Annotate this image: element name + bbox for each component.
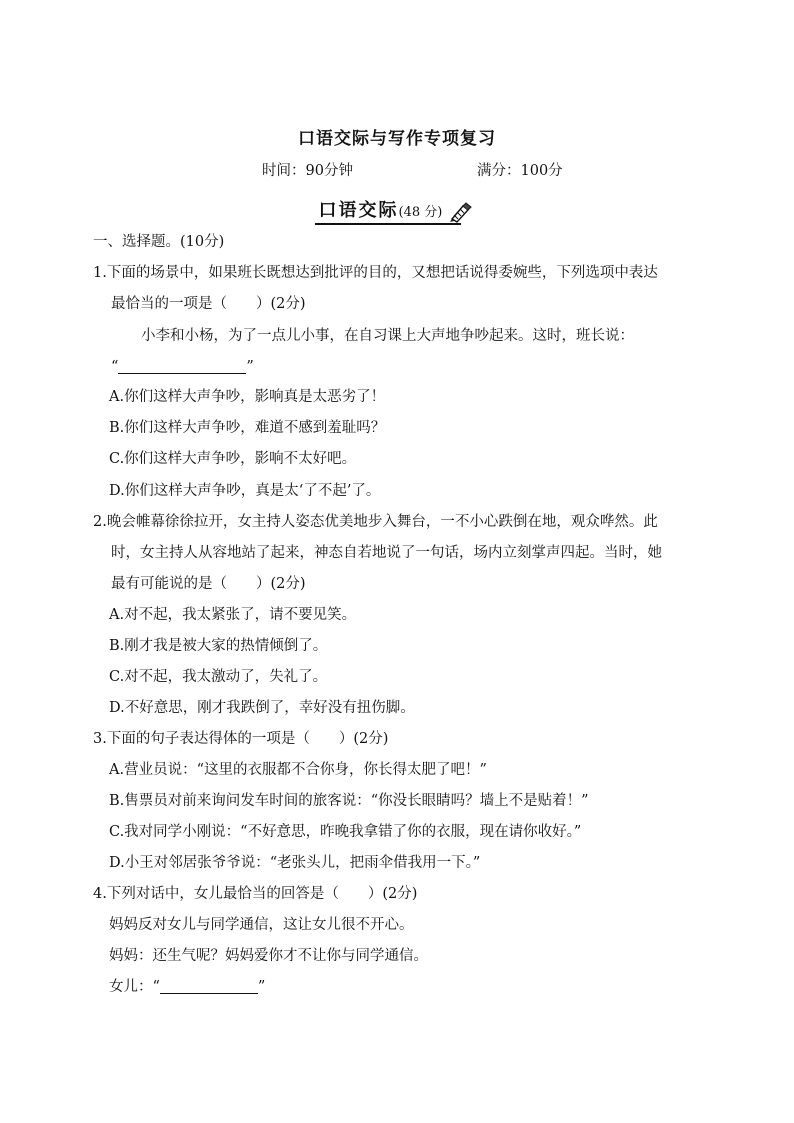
part-one-heading: 一、选择题。(10分) [93,234,225,250]
q2-option-c: C.对不起，我太激动了，失礼了。 [109,669,328,685]
q2-option-a: A.对不起，我太紧张了，请不要见笑。 [109,607,357,623]
exam-time: 时间：90分钟 [262,163,353,179]
q3-option-b: B.售票员对前来询问发车时间的旅客说：“你没长眼睛吗？墙上不是贴着！” [109,793,589,809]
q4-answer-blank-line [109,977,265,997]
q4-context-line-2: 妈妈：还生气呢？妈妈爱你才不让你与同学通信。 [109,948,428,964]
q1-context: 小李和小杨，为了一点儿小事，在自习课上大声地争吵起来。这时，班长说： [141,328,634,344]
q4-daughter-prefix: 女儿：“ [109,979,160,995]
q2-option-b: B.刚才我是被大家的热情倾倒了。 [109,638,328,654]
q3-option-c: C.我对同学小刚说：“不好意思，昨晚我拿错了你的衣服，现在请你收好。” [109,824,582,840]
pencil-decoration-icon [449,201,475,223]
section-label: 口语交际 [318,200,399,221]
q1-close-quote: ” [246,359,254,375]
q1-answer-blank-line [111,357,254,377]
q3-stem: 3.下面的句子表达得体的一项是（ ）(2分) [93,731,389,747]
q2-stem-line-1: 2.晚会帷幕徐徐拉开，女主持人姿态优美地步入舞台，一不小心跌倒在地，观众哗然。此 [93,514,658,530]
q1-option-d: D.你们这样大声争吵，真是太‘了不起’了。 [109,483,381,499]
q3-option-d: D.小王对邻居张爷爷说：“老张头儿，把雨伞借我用一下。” [109,855,481,871]
q3-option-a: A.营业员说：“这里的衣服都不合你身，你长得太肥了吧！” [109,762,487,778]
q4-stem: 4.下列对话中，女儿最恰当的回答是（ ）(2分) [93,886,418,902]
page-title: 口语交际与写作专项复习 [298,129,496,149]
exam-score: 满分：100分 [477,163,563,179]
q1-stem-line-1: 1.下面的场景中，如果班长既想达到批评的目的，又想把话说得委婉些，下列选项中表达 [93,265,658,281]
q4-context-line-1: 妈妈反对女儿与同学通信，这让女儿很不开心。 [109,917,414,933]
section-underline [315,223,462,225]
q1-answer-blank[interactable] [118,357,246,374]
q1-open-quote: “ [111,359,119,375]
section-points: (48 分) [398,205,443,220]
q1-option-b: B.你们这样大声争吵，难道不感到羞耻吗？ [109,420,386,436]
q1-option-a: A.你们这样大声争吵，影响真是太恶劣了！ [109,389,386,405]
q2-stem-line-3: 最有可能说的是（ ）(2分) [111,576,306,592]
q4-close-quote: ” [257,979,266,995]
section-heading [0,196,794,227]
q2-option-d: D.不好意思，刚才我跌倒了，幸好没有扭伤脚。 [109,700,415,716]
q2-stem-line-2: 时，女主持人从容地站了起来，神态自若地说了一句话，场内立刻掌声四起。当时，她 [111,545,662,561]
q4-answer-blank[interactable] [160,977,258,994]
q1-stem-line-2: 最恰当的一项是（ ）(2分) [111,296,306,312]
q1-option-c: C.你们这样大声争吵，影响不太好吧。 [109,451,357,467]
